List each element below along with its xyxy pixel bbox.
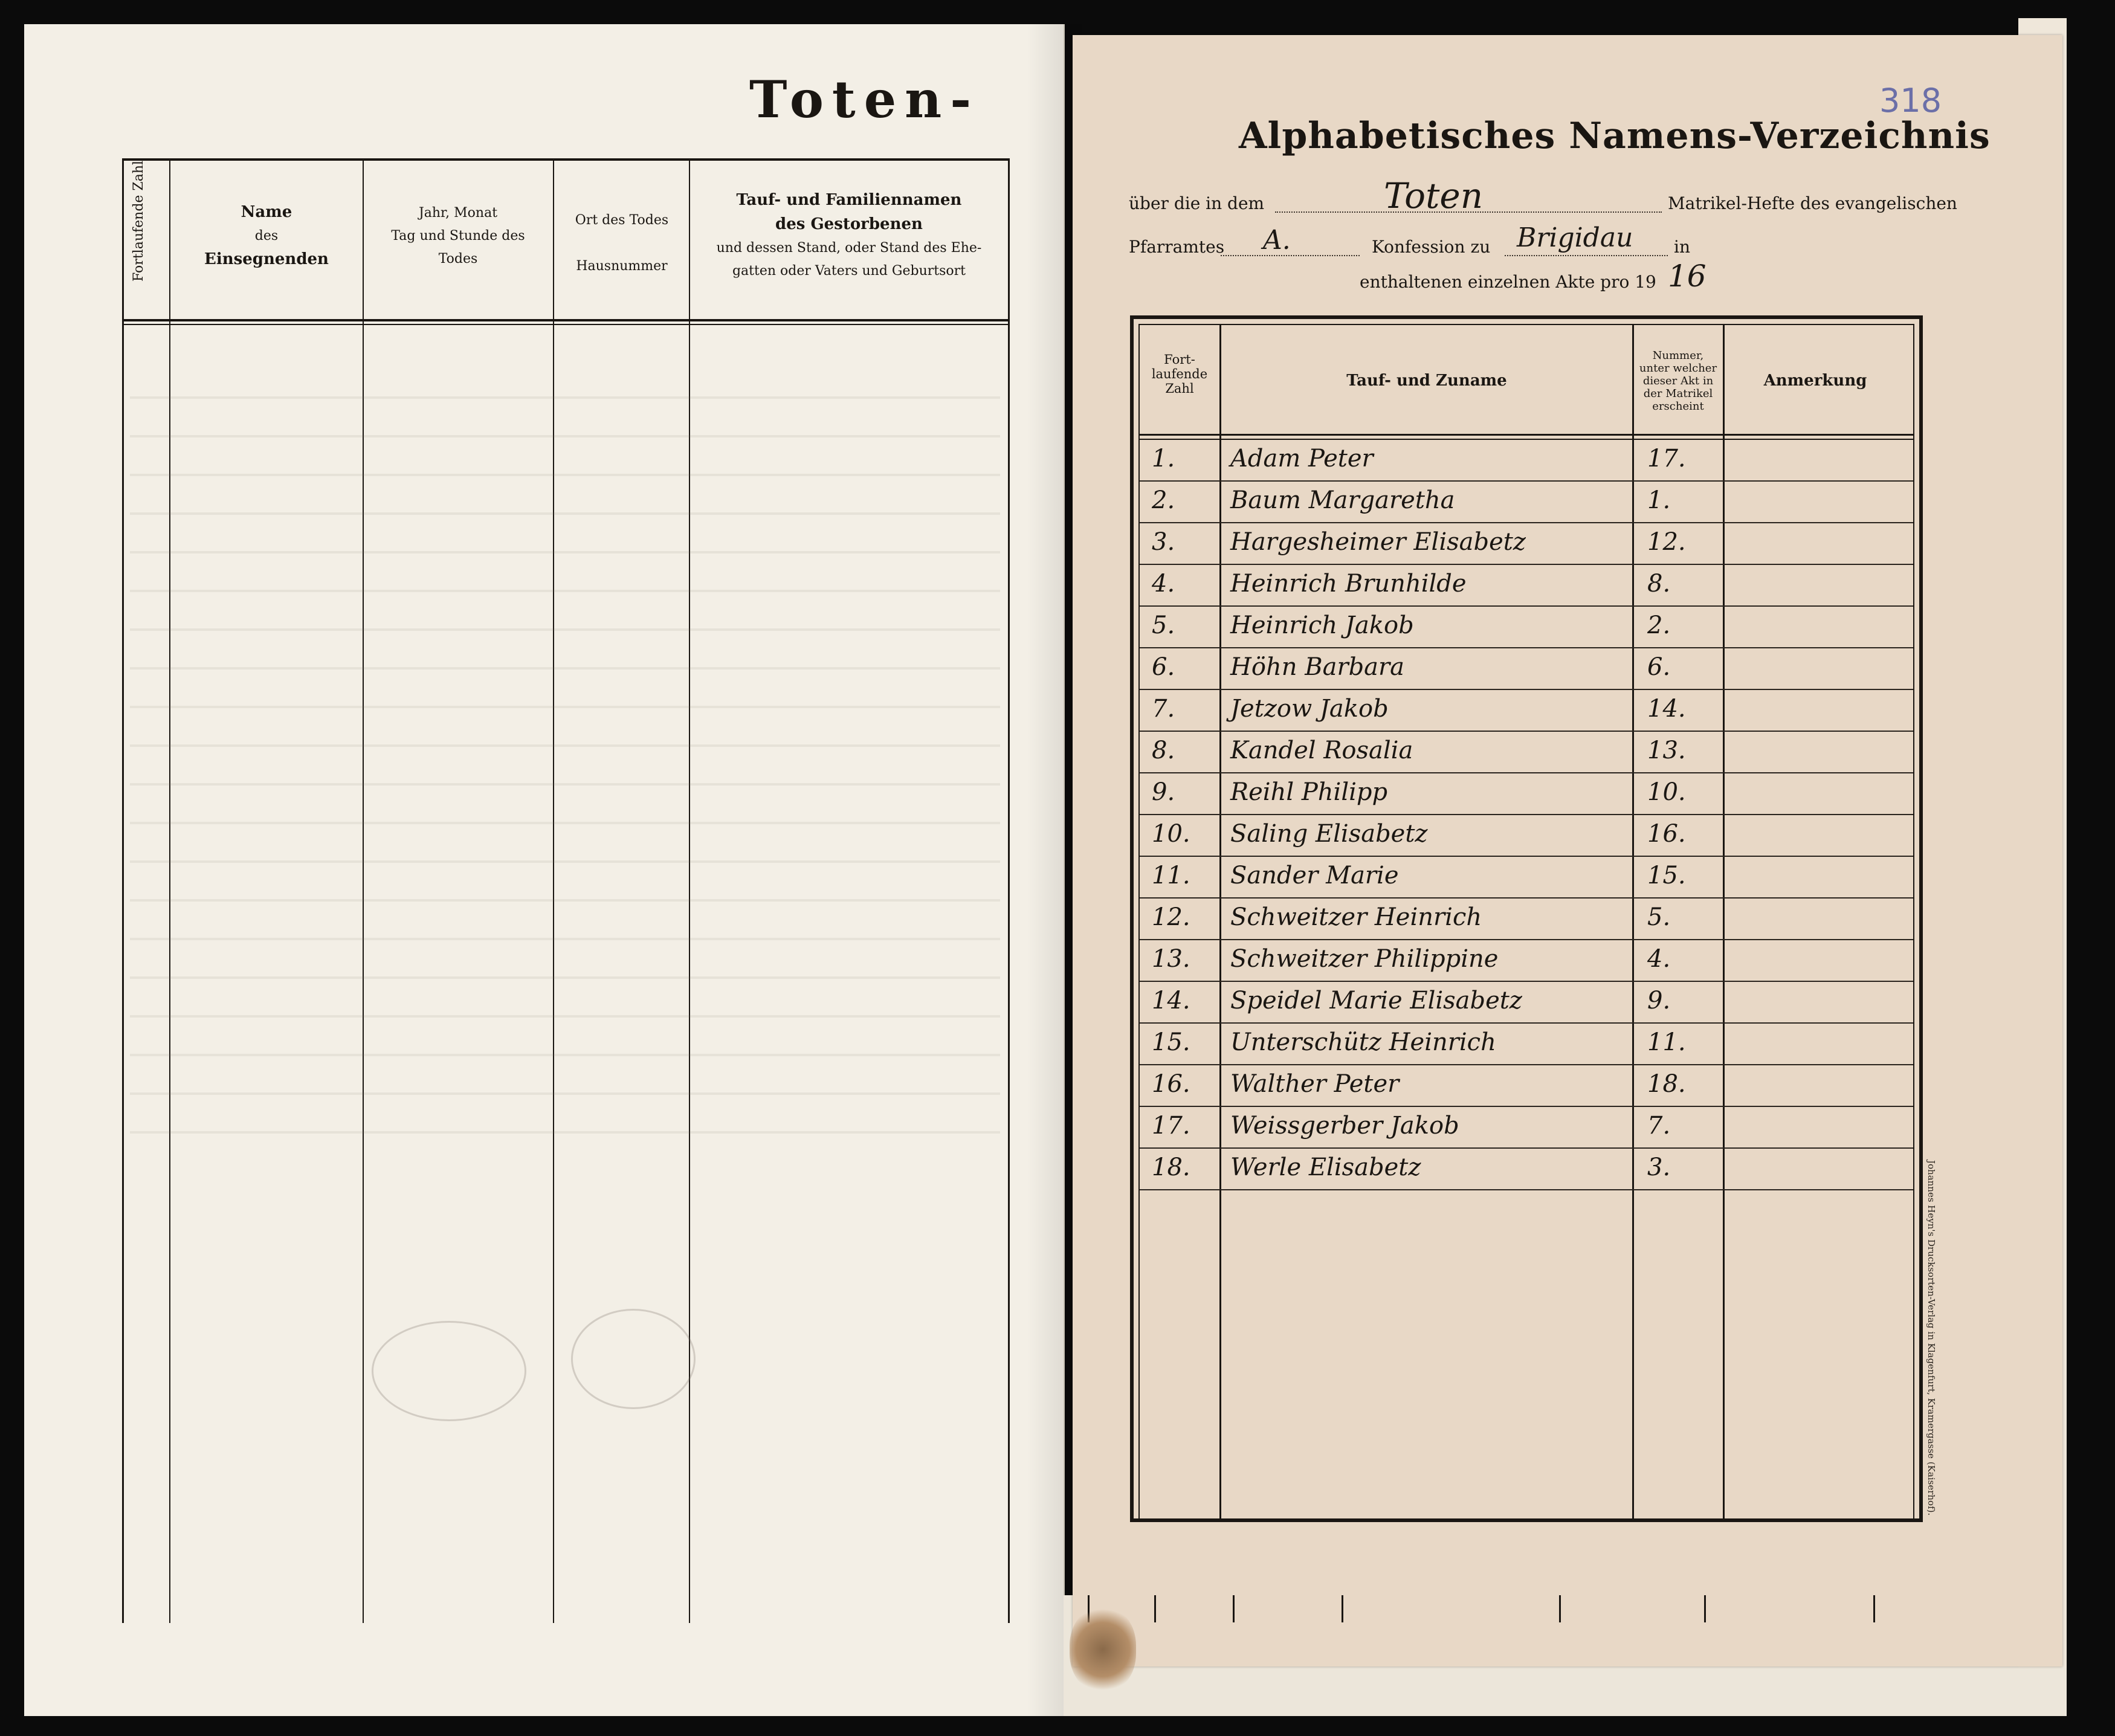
row-reference: 17.: [1647, 445, 1686, 473]
register-title: Alphabetisches Namens-Verzeichnis: [1239, 115, 1991, 157]
header-line: Todes: [438, 251, 478, 266]
row-reference: 11.: [1647, 1028, 1686, 1056]
row-name: Unterschütz Heinrich: [1230, 1028, 1496, 1056]
row-number: 6.: [1152, 653, 1175, 681]
row-reference: 12.: [1647, 528, 1686, 556]
header-name: Tauf- und Zuname: [1346, 372, 1507, 390]
table-row: [1140, 564, 1913, 605]
row-name: Heinrich Brunhilde: [1230, 570, 1467, 598]
row-number: 13.: [1152, 945, 1190, 973]
header-line: Tag und Stunde des: [391, 228, 525, 244]
table-row: [1140, 897, 1913, 939]
row-name: Weissgerber Jakob: [1230, 1112, 1459, 1140]
faded-stamp: [571, 1309, 696, 1409]
row-reference: 2.: [1647, 611, 1671, 639]
row-name: Walther Peter: [1230, 1070, 1400, 1098]
row-name: Adam Peter: [1230, 445, 1374, 473]
row-number: 1.: [1152, 445, 1175, 473]
table-row: [1140, 522, 1913, 564]
row-number: 14.: [1152, 987, 1190, 1015]
table-row: [1140, 731, 1913, 772]
row-name: Baum Margaretha: [1230, 486, 1455, 514]
header-line: der Matrikel: [1643, 387, 1713, 400]
header-line: Tauf- und Familiennamen: [736, 191, 962, 209]
header-number: [1140, 352, 1219, 396]
row-reference: 10.: [1647, 778, 1686, 806]
row-name: Hargesheimer Elisabetz: [1230, 528, 1526, 556]
header-line: des Gestorbenen: [775, 215, 923, 233]
row-name: Sander Marie: [1230, 862, 1399, 889]
header-line: Name: [241, 203, 292, 221]
header-line: Fort-: [1164, 352, 1195, 367]
row-reference: 7.: [1647, 1112, 1671, 1140]
row-name: Schweitzer Philippine: [1230, 945, 1499, 973]
header-line: dieser Akt in: [1642, 375, 1714, 387]
table-row: [1140, 1022, 1913, 1064]
row-number: 12.: [1152, 903, 1190, 931]
table-row: [1140, 439, 1913, 480]
name-index-table: [1130, 315, 1923, 1522]
row-reference: 1.: [1647, 486, 1671, 514]
row-number: 15.: [1152, 1028, 1190, 1056]
header-remark: Anmerkung: [1763, 372, 1867, 390]
row-reference: 5.: [1647, 903, 1671, 931]
row-number: 17.: [1152, 1112, 1190, 1140]
row-rule: [1140, 1189, 1913, 1190]
table-row: [1140, 480, 1913, 522]
intro-text: in: [1674, 237, 1690, 257]
header-line: Nummer,: [1652, 349, 1704, 362]
row-name: Kandel Rosalia: [1230, 737, 1413, 764]
row-number: 18.: [1152, 1154, 1190, 1181]
row-number: 10.: [1152, 820, 1190, 848]
intro-text: enthaltenen einzelnen Akte pro 19: [1360, 272, 1656, 292]
page-number: 318: [1879, 82, 1942, 120]
ruling-tick: [1342, 1595, 1343, 1622]
table-row: [1140, 981, 1913, 1022]
table-row: [1140, 939, 1913, 981]
row-name: Reihl Philipp: [1230, 778, 1388, 806]
intro-text: über die in dem: [1129, 193, 1265, 213]
column-header-deceased: [692, 189, 1006, 283]
header-line: Hausnummer: [576, 259, 668, 274]
row-number: 16.: [1152, 1070, 1190, 1098]
handwritten-year: 16: [1668, 259, 1707, 294]
death-register-table: [122, 158, 1010, 1623]
row-name: Heinrich Jakob: [1230, 611, 1414, 639]
header-line: erscheint: [1652, 400, 1704, 413]
row-name: Schweitzer Heinrich: [1230, 903, 1482, 931]
table-row: [1140, 772, 1913, 814]
header-rule: [124, 319, 1008, 321]
printer-imprint: Johannes Heyn's Drucksorten-Verlag in Klagenfurt, Kramergasse (Kaiserhof).: [1926, 1160, 1937, 1516]
row-name: Jetzow Jakob: [1230, 695, 1389, 723]
row-number: 2.: [1152, 486, 1175, 514]
row-reference: 6.: [1647, 653, 1671, 681]
header-line: unter welcher: [1639, 362, 1717, 375]
row-reference: 18.: [1647, 1070, 1686, 1098]
row-reference: 14.: [1647, 695, 1686, 723]
row-reference: 3.: [1647, 1154, 1671, 1181]
header-line: laufende: [1151, 367, 1208, 381]
header-line: gatten oder Vaters und Geburtsort: [732, 263, 966, 279]
row-reference: 9.: [1647, 987, 1671, 1015]
row-reference: 8.: [1647, 570, 1671, 598]
row-reference: 13.: [1647, 737, 1686, 764]
row-name: Speidel Marie Elisabetz: [1230, 987, 1522, 1015]
header-line: Ort des Todes: [575, 213, 669, 228]
intro-text: Matrikel-Hefte des evangelischen: [1668, 193, 1957, 213]
column-header-place: [556, 209, 688, 278]
table-row: [1140, 1147, 1913, 1189]
paper-stain: [1070, 1607, 1136, 1692]
table-row: [1140, 647, 1913, 689]
bleed-through-writing: [130, 360, 1000, 1146]
row-number: 8.: [1152, 737, 1175, 764]
table-row: [1140, 814, 1913, 856]
row-number: 4.: [1152, 570, 1175, 598]
ruling-tick: [1233, 1595, 1235, 1622]
column-header-officiant: [172, 201, 361, 272]
row-number: 3.: [1152, 528, 1175, 556]
handwritten-register-type: Toten: [1384, 175, 1484, 216]
column-header-number: Fortlaufende Zahl: [131, 160, 146, 282]
table-inner-border: [1138, 324, 1914, 1518]
row-name: Höhn Barbara: [1230, 653, 1404, 681]
left-page-title: Toten-: [749, 69, 980, 129]
row-reference: 15.: [1647, 862, 1686, 889]
table-row: [1140, 605, 1913, 647]
table-row: [1140, 689, 1913, 731]
row-number: 5.: [1152, 611, 1175, 639]
header-reference: [1634, 349, 1722, 413]
row-name: Saling Elisabetz: [1230, 820, 1428, 848]
header-line: Zahl: [1165, 381, 1194, 396]
row-reference: 16.: [1647, 820, 1686, 848]
underlying-page-rulings: [1088, 1595, 1982, 1619]
table-row: [1140, 1106, 1913, 1147]
intro-text: Pfarramtes: [1129, 237, 1225, 257]
header-rule: [1140, 434, 1913, 436]
column-header-date: [366, 202, 551, 271]
intro-text: Konfession zu: [1372, 237, 1491, 257]
header-line: und dessen Stand, oder Stand des Ehe-: [716, 240, 982, 256]
row-number: 9.: [1152, 778, 1175, 806]
fill-in-line: [1505, 255, 1668, 256]
handwritten-parish: Brigidau: [1517, 222, 1633, 253]
ruling-tick: [1873, 1595, 1875, 1622]
ruling-tick: [1704, 1595, 1706, 1622]
row-name: Werle Elisabetz: [1230, 1154, 1421, 1181]
handwritten-confession: A.: [1263, 225, 1291, 256]
header-line: des: [254, 228, 279, 244]
table-row: [1140, 856, 1913, 897]
ruling-tick: [1154, 1595, 1156, 1622]
table-row: [1140, 1064, 1913, 1106]
row-number: 7.: [1152, 695, 1175, 723]
ruling-tick: [1559, 1595, 1561, 1622]
header-line: Jahr, Monat: [418, 205, 498, 221]
header-rule-thin: [124, 324, 1008, 325]
header-line: Einsegnenden: [204, 250, 329, 268]
row-reference: 4.: [1647, 945, 1671, 973]
row-number: 11.: [1152, 862, 1190, 889]
faded-stamp: [372, 1321, 526, 1421]
